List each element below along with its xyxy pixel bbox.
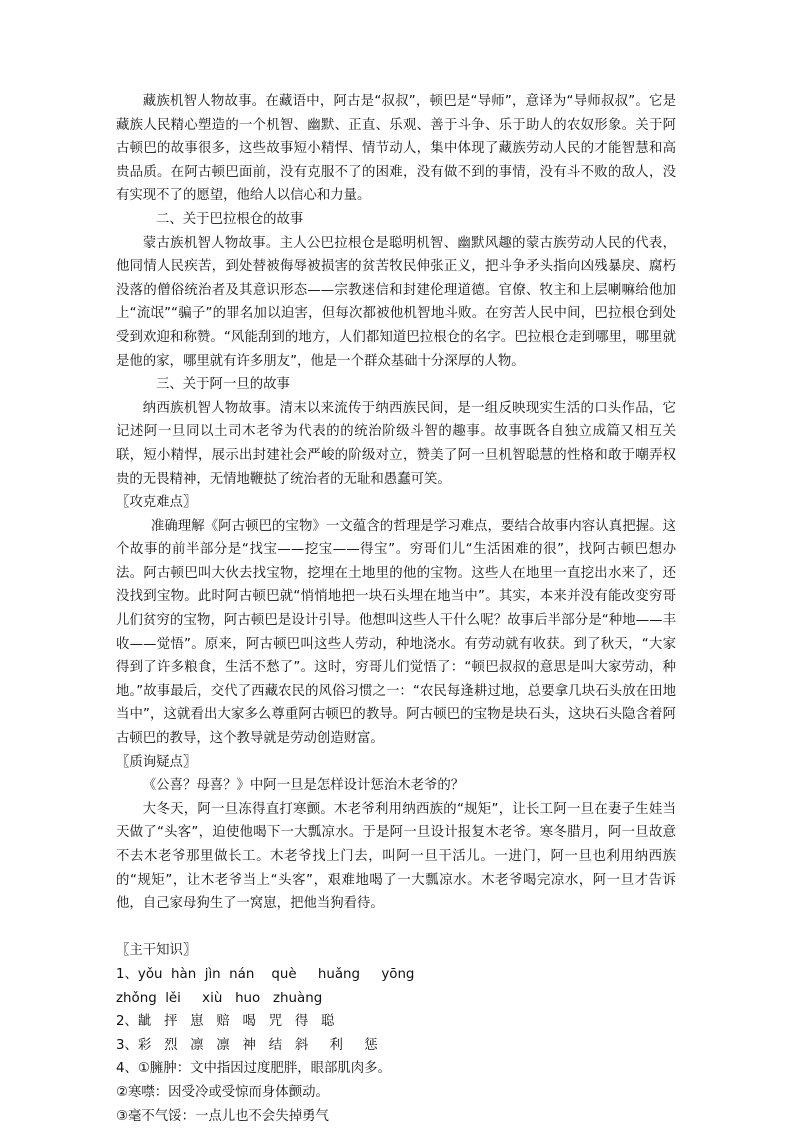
question-line: 《公喜？母喜？》中阿一旦是怎样设计惩治木老爷的？ bbox=[142, 778, 465, 794]
knowledge-1-pinyin-b: zhǒng lěi xiù huo zhuàng bbox=[116, 990, 323, 1006]
knowledge-4-definition: 4、①臃肿：文中指因过度肥胖，眼部肌肉多。 bbox=[116, 1061, 391, 1077]
document-page bbox=[116, 90, 676, 1128]
section-question-doubt: 〖质询疑点〗 bbox=[116, 754, 197, 770]
section-main-knowledge: 〖主干知识〗 bbox=[116, 943, 197, 959]
knowledge-6-definition: ③毫不气馁：一点儿也不会失掉勇气 bbox=[116, 1108, 329, 1124]
heading-ayidan: 三、关于阿一旦的故事 bbox=[156, 377, 290, 393]
paragraph-balagencang: 蒙古族机智人物故事。主人公巴拉根仓是聪明机智、幽默风趣的蒙古族劳动人民的代表，他同情人民疾苦，到处替被侮辱被损害的贫苦牧民伸张正义，把斗争矛头指向凶残暴戾、腐朽没落的僧俗统治者及其意识形态——宗教迷信和封建伦理道德。官僚、牧主和上层喇嘛给他加上“流氓”“骗子”的罪名加以迫害，但每次都被他机智地斗败。在穷苦人民中间，巴拉根仓到处受到欢迎和称赞。“风能刮到的地方，人们都知道巴拉根仓的名字。巴拉根仓走到哪里，哪里就是他的家，哪里就有许多朋友”，他是一个群众基础十分深厚的人物。 bbox=[116, 235, 676, 369]
blank-line bbox=[116, 916, 676, 940]
heading-balagencang: 二、关于巴拉根仓的故事 bbox=[156, 211, 304, 227]
knowledge-1-pinyin-a: 1、yǒu hàn jìn nán què huǎng yōng bbox=[116, 966, 415, 982]
paragraph-agudunba: 藏族机智人物故事。在藏语中，阿古是“叔叔”，顿巴是“导师”，意译为“导师叔叔”。它是藏族人民精心塑造的一个机智、幽默、正直、乐观、善于斗争、乐于助人的农奴形象。关于阿古顿巴的故事很多，这些故事短小精悍、情节动人，集中体现了藏族劳动人民的才能智慧和高贵品质。在阿古顿巴面前，没有克服不了的困难，没有做不到的事情，没有斗不败的敌人，没有实现不了的愿望，他给人以信心和力量。 bbox=[116, 94, 676, 204]
section-attack-difficulty: 〖攻克难点〗 bbox=[116, 495, 197, 511]
paragraph-answer: 大冬天，阿一旦冻得直打寒颤。木老爷利用纳西族的“规矩”，让长工阿一旦在妻子生娃当天做了“头客”，迫使他喝下一大瓢凉水。于是阿一旦设计报复木老爷。寒冬腊月，阿一旦故意不去木老爷那里做长工。木老爷找上门去，叫阿一旦干活儿。一进门，阿一旦也利用纳西族的“规矩”，让木老爷当上“头客”，艰难地喝了一大瓢凉水。木老爷喝完凉水，阿一旦才告诉他，自己家母狗生了一窝崽，把他当狗看待。 bbox=[116, 801, 676, 912]
knowledge-5-definition: ②寒噤：因受冷或受惊而身体颤动。 bbox=[116, 1084, 329, 1100]
knowledge-3-characters: 3、彩 烈 凛 凛 神 结 斜 利 惩 bbox=[116, 1037, 378, 1053]
paragraph-difficulty: 准确理解《阿古顿巴的宝物》一文蕴含的哲理是学习难点，要结合故事内容认真把握。这个故事的前半部分是“找宝——挖宝——得宝”。穷哥们儿“生活困难的很”，找阿古顿巴想办法。阿古顿巴叫大伙去找宝物，挖埋在土地里的他的宝物。这些人在地里一直挖出水来了，还没找到宝物。此时阿古顿巴就“悄悄地把一块石头埋在地当中”。其实，本来并没有能改变穷哥儿们贫穷的宝物，阿古顿巴是设计引导。他想叫这些人干什么呢？故事后半部分是“种地——丰收——觉悟”。原来，阿古顿巴叫这些人劳动，种地浇水。有劳动就有收获。到了秋天，“大家得到了许多粮食，生活不愁了”。这时，穷哥儿们觉悟了：“顿巴叔叔的意思是叫大家劳动，种地。”故事最后，交代了西藏农民的风俗习惯之一：“农民每逢耕过地，总要拿几块石头放在田地当中”，这就看出大家多么尊重阿古顿巴的教导。阿古顿巴的宝物是块石头，这块石头隐含着阿古顿巴的教导，这个教导就是劳动创造财富。 bbox=[116, 518, 676, 747]
knowledge-2-characters: 2、龇 抨 崽 赔 喝 咒 得 聪 bbox=[116, 1014, 335, 1030]
paragraph-ayidan: 纳西族机智人物故事。清末以来流传于纳西族民间，是一组反映现实生活的口头作品，它记述阿一旦同以土司木老爷为代表的的统治阶级斗智的趣事。故事既各自独立成篇又相互关联，短小精悍，展示出封建社会严峻的阶级对立，赞美了阿一旦机智聪慧的性格和敢于嘲弄权贵的无畏精神，无情地鞭挞了统治者的无耻和愚蠢可笑。 bbox=[116, 400, 676, 487]
